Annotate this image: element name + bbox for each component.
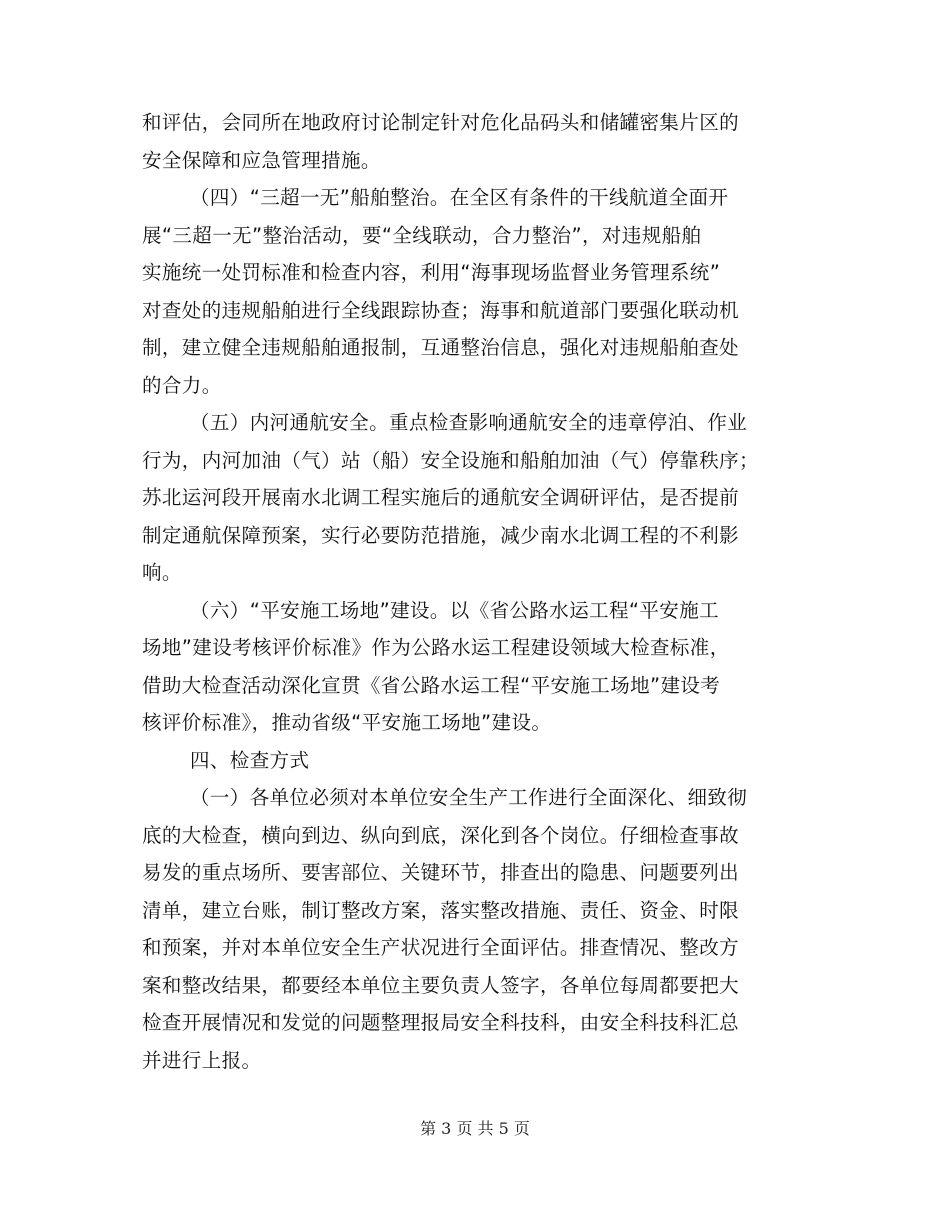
- text-line: 行为，内河加油（气）站（船）安全设施和船舶加油（气）停靠秩序；: [142, 448, 759, 472]
- text-line: 实施统一处罚标准和检查内容，利用“海事现场监督业务管理系统”: [142, 261, 721, 284]
- text-line: 清单，建立台账，制订整改方案，落实整改措施、责任、资金、时限: [142, 898, 740, 922]
- page-footer: 第 3 页 共 5 页: [420, 1119, 530, 1138]
- text-line: 借助大检查活动深化宣贯《省公路水运工程“平安施工场地”建设考: [142, 673, 721, 697]
- text-line: 检查开展情况和发觉的问题整理报局安全科技科，由安全科技科汇总: [142, 1011, 740, 1034]
- text-line: （四）“三超一无”船舶整治。在全区有条件的干线航道全面开: [190, 186, 729, 209]
- text-line: （五）内河通航安全。重点检查影响通航安全的违章停泊、作业: [190, 411, 748, 434]
- text-line: 案和整改结果，都要经本单位主要负责人签字，各单位每周都要把大: [142, 973, 740, 997]
- text-line: （一）各单位必须对本单位安全生产工作进行全面深化、细致彻: [190, 786, 748, 809]
- text-line: 并进行上报。: [142, 1048, 262, 1072]
- text-line: 核评价标准》，推动省级“平安施工场地”建设。: [142, 711, 552, 734]
- text-line: 和预案，并对本单位安全生产状况进行全面评估。排查情况、整改方: [142, 936, 740, 959]
- text-line: （六）“平安施工场地”建设。以《省公路水运工程“平安施工: [190, 598, 720, 622]
- text-line: 对查处的违规船舶进行全线跟踪协查；海事和航道部门要强化联动机: [142, 298, 740, 322]
- text-line: 制定通航保障预案，实行必要防范措施，减少南水北调工程的不利影: [142, 523, 740, 547]
- text-line: 安全保障和应急管理措施。: [142, 148, 381, 172]
- text-line: 易发的重点场所、要害部位、关键环节，排查出的隐患、问题要列出: [142, 861, 740, 884]
- text-line: 底的大检查，横向到边、纵向到底，深化到各个岗位。仔细检查事故: [142, 823, 740, 847]
- text-line: 响。: [142, 561, 182, 584]
- text-line: 制，建立健全违规船舶通报制，互通整治信息，强化对违规船舶查处: [142, 336, 740, 359]
- text-line: 的合力。: [142, 373, 222, 397]
- text-line: 展“三超一无”整治活动，要“全线联动，合力整治”，对违规船舶: [142, 223, 702, 247]
- text-line: 苏北运河段开展南水北调工程实施后的通航安全调研评估，是否提前: [142, 486, 740, 509]
- text-line: 场地”建设考核评价标准》作为公路水运工程建设领域大检查标准，: [142, 636, 730, 659]
- text-line: 四、检查方式: [190, 748, 310, 772]
- text-line: 和评估，会同所在地政府讨论制定针对危化品码头和储罐密集片区的: [142, 111, 740, 134]
- document-body: [142, 104, 808, 1079]
